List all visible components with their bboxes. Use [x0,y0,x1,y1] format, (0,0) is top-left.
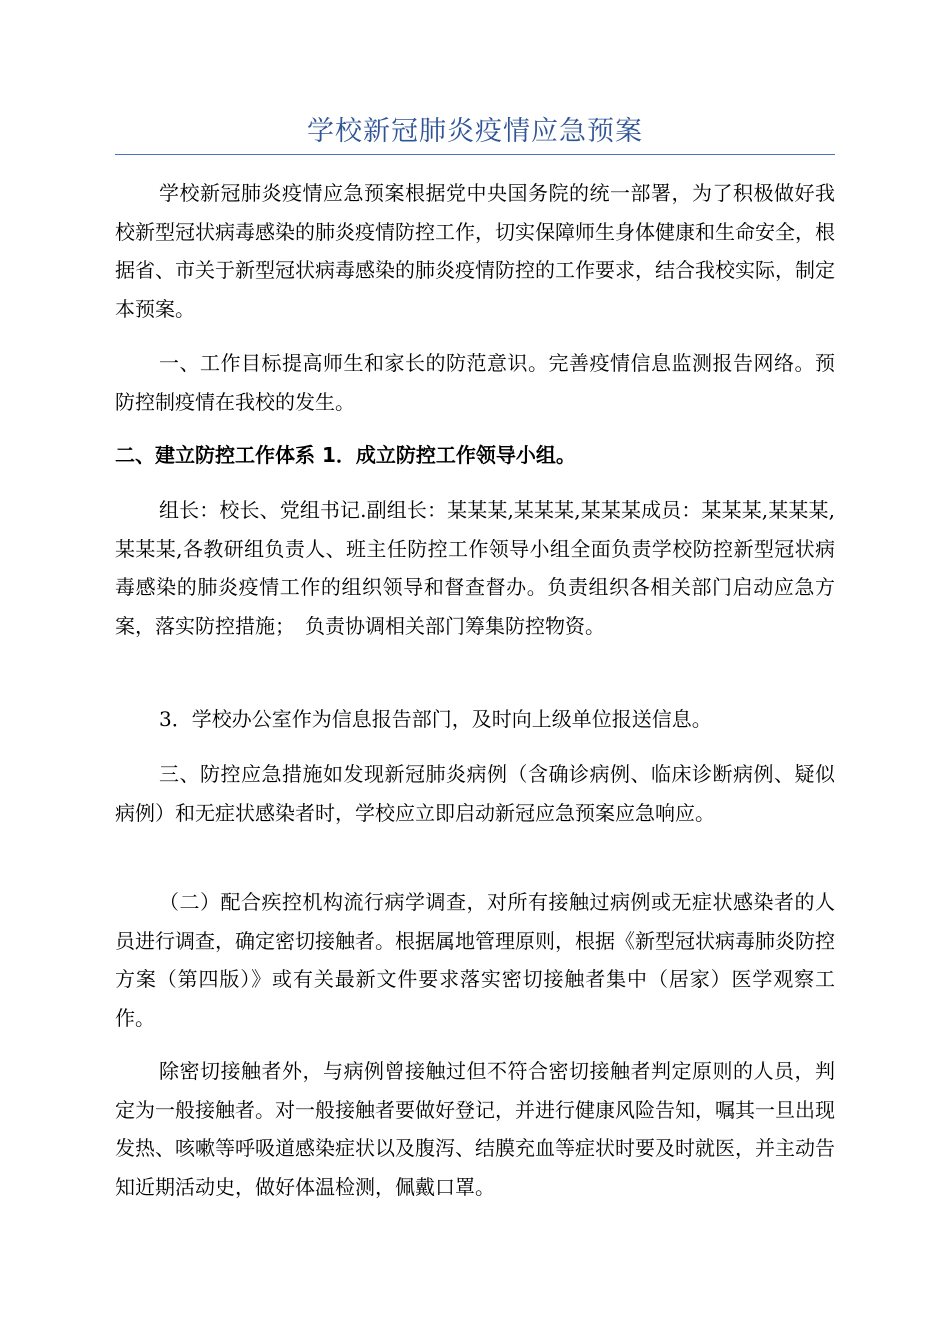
paragraph-info-reporting: 3．学校办公室作为信息报告部门，及时向上级单位报送信息。 [159,707,712,731]
paragraph-work-goals: 一、工作目标提高师生和家长的防范意识。完善疫情信息监测报告网络。预防控制疫情在我校的发生。 [115,351,835,414]
title-underline-divider [115,154,835,155]
section-heading-prevention-system: 二、建立防控工作体系 1．成立防控工作领导小组。 [115,443,576,467]
paragraph-intro: 学校新冠肺炎疫情应急预案根据党中央国务院的统一部署，为了积极做好我校新型冠状病毒感染的肺炎疫情防控工作，切实保障师生身体健康和生命安全，根据省、市关于新型冠状病毒感染的肺炎疫情防控的工作要求，结合我校实际，制定本预案。 [115,181,835,321]
paragraph-epidemiological-survey: （二）配合疾控机构流行病学调查，对所有接触过病例或无症状感染者的人员进行调查，确定密切接触者。根据属地管理原则，根据《新型冠状病毒肺炎防控方案（第四版）》或有关最新文件要求落实密切接触者集中（居家）医学观察工作。 [115,890,835,1030]
paragraph-general-contacts: 除密切接触者外，与病例曾接触过但不符合密切接触者判定原则的人员，判定为一般接触者。对一般接触者要做好登记，并进行健康风险告知，嘱其一旦出现发热、咳嗽等呼吸道感染症状以及腹泻、结膜充血等症状时要及时就医，并主动告知近期活动史，做好体温检测，佩戴口罩。 [115,1059,835,1199]
paragraph-emergency-measures: 三、防控应急措施如发现新冠肺炎病例（含确诊病例、临床诊断病例、疑似病例）和无症状感染者时，学校应立即启动新冠应急预案应急响应。 [115,762,835,825]
paragraph-leadership-group: 组长：校长、党组书记.副组长：某某某,某某某,某某某成员：某某某,某某某,某某某,各教研组负责人、班主任防控工作领导小组全面负责学校防控新型冠状病毒感染的肺炎疫情工作的组织领导和督查督办。负责组织各相关部门启动应急方案，落实防控措施； 负责协调相关部门筹集防控物资。 [115,498,835,638]
document-title: 学校新冠肺炎疫情应急预案 [307,116,643,147]
